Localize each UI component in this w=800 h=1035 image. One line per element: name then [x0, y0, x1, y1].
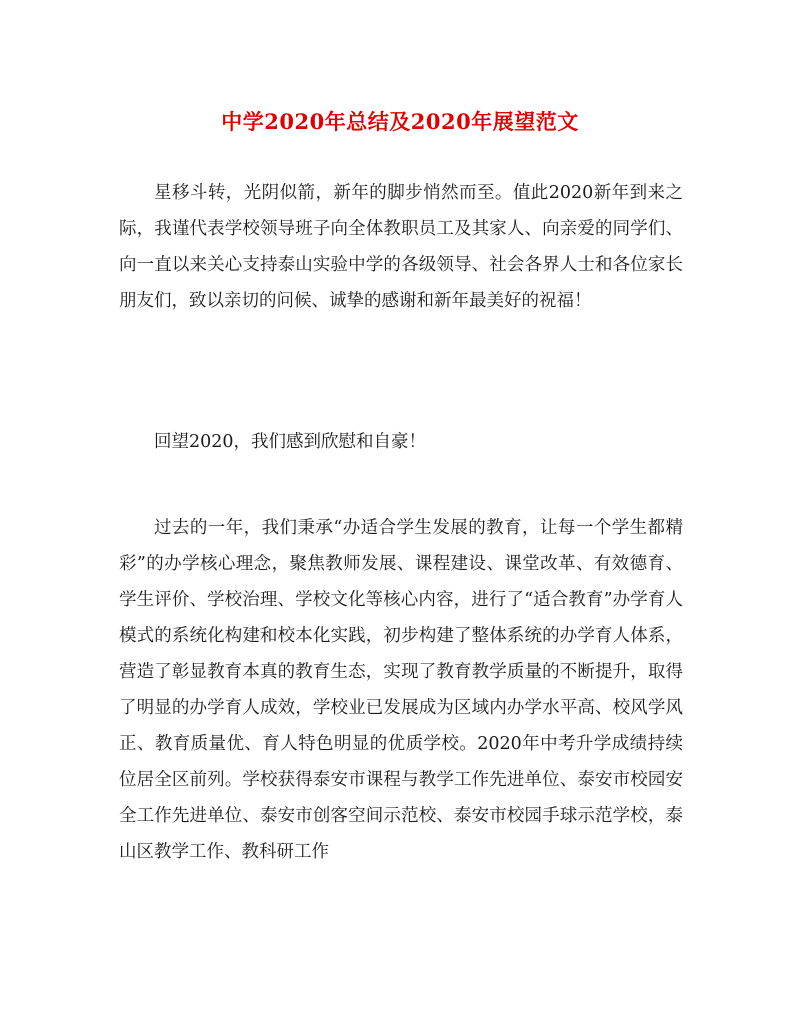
- paragraph-new-year-greeting: 星移斗转，光阴似箭，新年的脚步悄然而至。值此2020新年到来之际，我谨代表学校领导班子向全体教职员工及其家人、向亲爱的同学们、向一直以来关心支持泰山实验中学的各级领导、社会各界人士和各位家长朋友们，致以亲切的问候、诚挚的感谢和新年最美好的祝福！: [119, 183, 683, 311]
- paragraph-achievements: 过去的一年，我们秉承“办适合学生发展的教育，让每一个学生都精彩”的办学核心理念，聚焦教师发展、课程建设、课堂改革、有效德育、学生评价、学校治理、学校文化等核心内容，进行了“适合教育”办学育人模式的系统化构建和校本化实践，初步构建了整体系统的办学育人体系，营造了彰显教育本真的教育生态，实现了教育教学质量的不断提升，取得了明显的办学育人成效，学校业已发展成为区域内办学水平高、校风学风正、教育质量优、育人特色明显的优质学校。2020年中考升学成绩持续位居全区前列。学校获得泰安市课程与教学工作先进单位、泰安市校园安全工作先进单位、泰安市创客空间示范校、泰安市校园手球示范学校，泰山区教学工作、教科研工作: [119, 518, 683, 862]
- paragraph-review-2020: 回望2020，我们感到欣慰和自豪！: [154, 432, 427, 452]
- document-title: 中学2020年总结及2020年展望范文: [221, 109, 579, 134]
